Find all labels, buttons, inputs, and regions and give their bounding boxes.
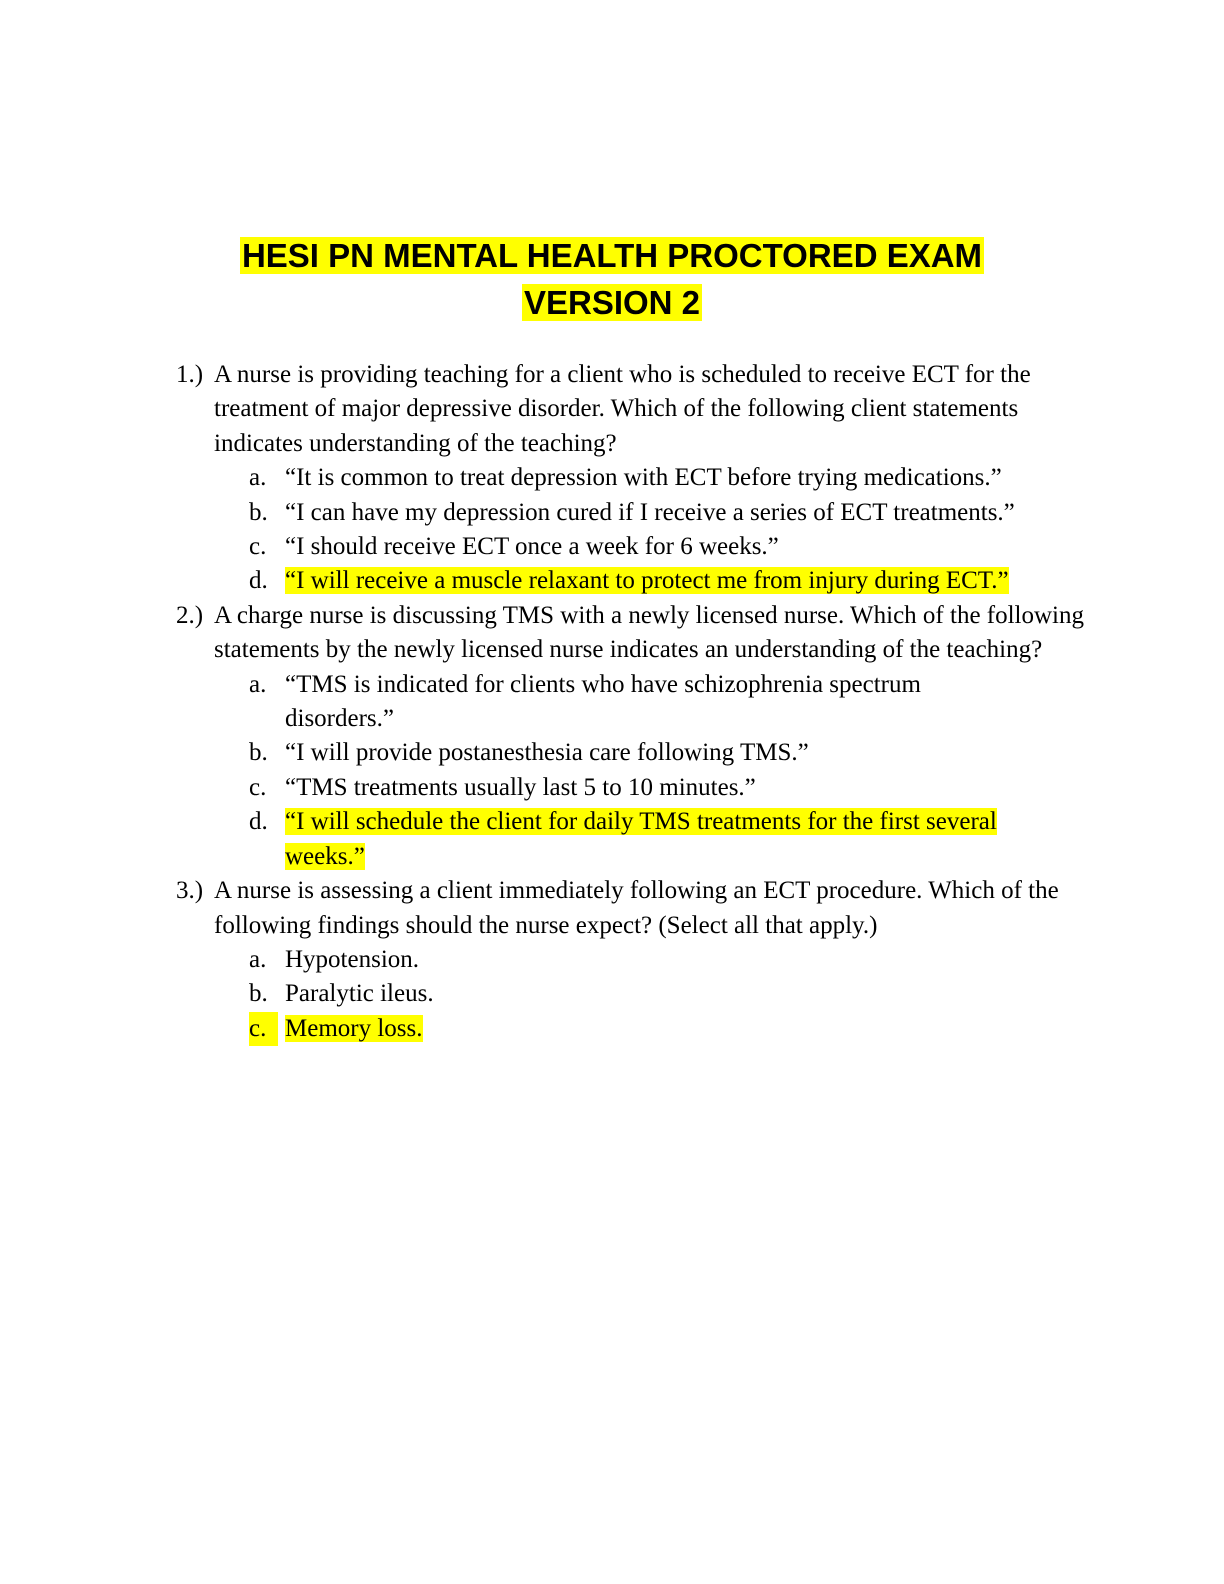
- option-letter: a.: [249, 670, 267, 698]
- option-text: “I should receive ECT once a week for 6 weeks.”: [285, 533, 779, 561]
- option-text-highlighted: “I will schedule the client for daily TMS treatments for the first several weeks.”: [285, 808, 997, 870]
- option-list: [214, 461, 1084, 599]
- option-text-highlighted: Memory loss.: [285, 1014, 423, 1042]
- option-text: “TMS treatments usually last 5 to 10 minutes.”: [285, 773, 756, 801]
- option-text: Paralytic ileus.: [285, 980, 434, 1008]
- option-letter: b.: [249, 498, 268, 526]
- option-a: [0, 668, 1025, 737]
- option-text: “I will provide postanesthesia care following TMS.”: [285, 739, 809, 767]
- question-number: 1.): [176, 361, 204, 388]
- option-letter: c.: [249, 773, 267, 801]
- option-letter: d.: [249, 567, 268, 595]
- option-letter: b.: [249, 980, 268, 1008]
- option-letter-highlighted: c.: [249, 1012, 278, 1046]
- option-a: [0, 943, 1025, 977]
- option-text: “TMS is indicated for clients who have schizophrenia spectrum disorders.”: [285, 670, 921, 733]
- question-list: [0, 358, 1224, 1046]
- option-text: “I can have my depression cured if I receive a series of ECT treatments.”: [285, 498, 1015, 526]
- question-number: 3.): [176, 877, 204, 905]
- option-text: “It is common to treat depression with ECT before trying medications.”: [285, 464, 1002, 492]
- option-list: [214, 943, 1084, 1046]
- option-b: [0, 736, 1025, 770]
- option-b: [0, 496, 1025, 530]
- question-number: 2.): [176, 601, 204, 629]
- question-text: A charge nurse is discussing TMS with a newly licensed nurse. Which of the following statements by the newly licensed nurse indicates an understanding of the teaching?: [214, 601, 1085, 664]
- option-letter: c.: [249, 533, 267, 561]
- option-c-correct: [0, 1012, 1025, 1046]
- option-list: [214, 668, 1084, 874]
- question-3: [0, 874, 1084, 1046]
- option-a: [0, 461, 1025, 495]
- option-c: [0, 771, 1025, 805]
- question-text: A nurse is assessing a client immediately following an ECT procedure. Which of the following findings should the nurse expect? (Select all that apply.): [214, 877, 1059, 939]
- question-1: [0, 358, 1084, 599]
- option-letter: a.: [249, 464, 267, 492]
- question-2: [0, 599, 1084, 874]
- option-letter: b.: [249, 739, 268, 767]
- option-d-correct: [0, 564, 1025, 598]
- option-text: Hypotension.: [285, 945, 420, 973]
- option-text-highlighted: “I will receive a muscle relaxant to protect me from injury during ECT.”: [285, 567, 1009, 595]
- option-d-correct: [0, 805, 1025, 874]
- title-line-1: HESI PN MENTAL HEALTH PROCTORED EXAM: [241, 237, 983, 274]
- option-letter: d.: [249, 808, 268, 836]
- option-b: [0, 977, 1025, 1011]
- option-c: [0, 530, 1025, 564]
- document-title: [0, 232, 1224, 326]
- question-text: A nurse is providing teaching for a client who is scheduled to receive ECT for the treatment of major depressive disorder. Which of the following client statements indicates understanding of the teaching?: [214, 361, 1031, 457]
- title-line-2: VERSION 2: [523, 284, 701, 321]
- option-letter: a.: [249, 945, 267, 973]
